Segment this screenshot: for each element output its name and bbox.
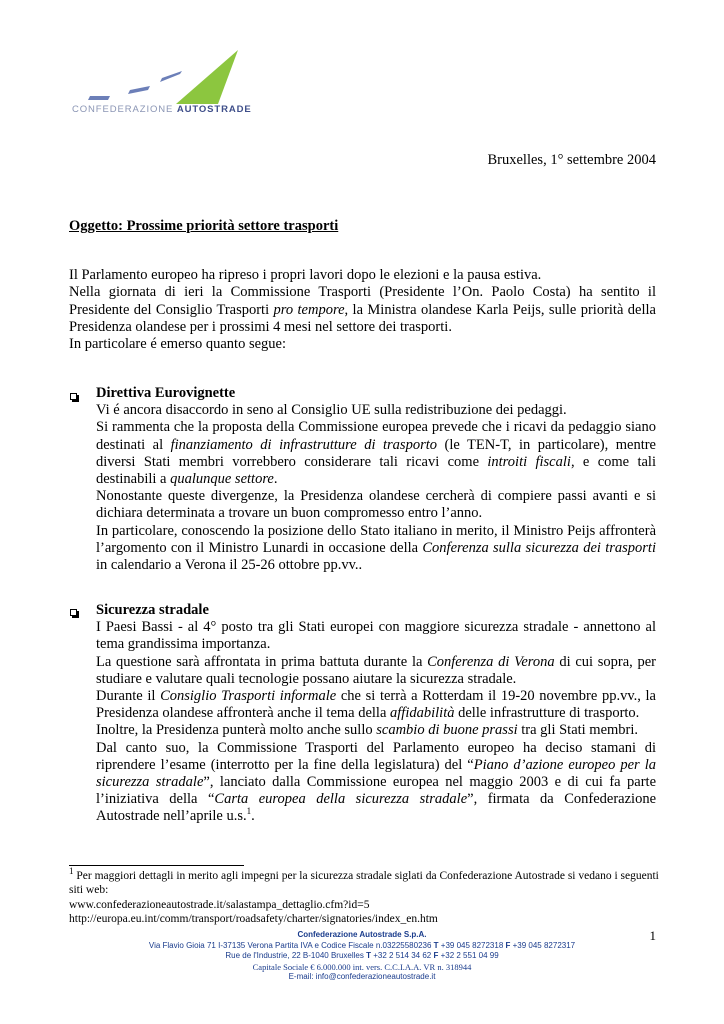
section-paragraph (96, 523, 656, 575)
section-paragraph: Nonostante queste divergenze, la Presidenza olandese cercherà di compiere passi avanti e si dichiara determinata a trovare un buon compromesso entro l’anno. (96, 488, 656, 522)
company-email[interactable]: E-mail: info@confederazioneautostrade.it (288, 972, 436, 981)
intro-paragraph-3: In particolare é emerso quanto segue: (69, 336, 287, 353)
company-footer (0, 930, 724, 983)
phone-label: T (366, 951, 371, 960)
section-paragraph (96, 419, 656, 488)
section-paragraph: Vi é ancora disaccordo in seno al Consiglio UE sulla redistribuzione dei pedaggi. (96, 402, 567, 419)
emphasis-run: affidabilità (390, 705, 455, 722)
emphasis-run: qualunque settore (170, 471, 274, 488)
text-run: tra gli Stati membri. (517, 722, 639, 739)
letter-date: Bruxelles, 1° settembre 2004 (487, 152, 656, 168)
letter-subject: Oggetto: Prossime priorità settore trasporti (69, 218, 339, 234)
logo-blue-dash-3 (160, 71, 182, 82)
text-run: Via Flavio Gioia 71 I-37135 Verona Partita IVA e Codice Fiscale n.03225580236 (148, 940, 434, 950)
section-heading: Sicurezza stradale (96, 602, 209, 618)
text-run: di cui sopra, per studiare e valutare quali tecnologie possano aiutare la sicurezza stradale. (96, 653, 657, 687)
bullet-square-icon (70, 393, 77, 400)
intro-p2-text-b: , la Ministra olandese Karla Peijs, sulle priorità della Presidenza olandese per i prossimi 4 mesi nel settore dei trasporti. (69, 301, 656, 335)
company-name: Confederazione Autostrade S.p.A. (297, 930, 427, 939)
logo-blue-dash-2 (128, 86, 150, 94)
fax-label: F (433, 951, 439, 960)
section-eurovignette (96, 385, 656, 574)
section-paragraph (96, 654, 656, 688)
text-run: ”, firmata da Confederazione Autostrade nell’aprile u.s. (96, 791, 657, 825)
footnote-mark: 1 (69, 866, 74, 877)
section-paragraph: I Paesi Bassi - al 4° posto tra gli Stati europei con maggiore sicurezza stradale - annettono al tema grandissima importanza. (96, 619, 656, 653)
text-run: +39 045 8272317 (510, 940, 576, 950)
text-run: in calendario a Verona il 25-26 ottobre pp.vv.. (96, 557, 363, 574)
text-run: +39 045 8272318 (438, 940, 506, 950)
text-run: In particolare, conoscendo la posizione dello Stato italiano in merito, il Ministro Peijs affronterà l’argomento con il Ministro Lunardi in occasione della (96, 522, 656, 556)
emphasis-run: Piano d’azione europeo per la sicurezza stradale (96, 756, 656, 791)
emphasis-run: finanziamento di infrastrutture di trasporto (170, 436, 437, 453)
logo-word-2: AUTOSTRADE (176, 104, 252, 115)
section-paragraph (96, 722, 656, 739)
intro-p2-text-a: Nella giornata di ieri la Commissione Trasporti (Presidente l’On. Paolo Costa) ha sentito il Presidente del Consiglio Trasporti (69, 284, 656, 318)
text-run: Durante il (96, 688, 161, 705)
logo-wordmark (72, 104, 252, 115)
text-run: che si terrà a Rotterdam il 19-20 novembre pp.vv., la Presidenza olandese affronterà anche il tema della (96, 688, 656, 722)
text-run: delle infrastrutture di trasporto. (454, 705, 640, 722)
text-run: Rue de l'Industrie, 22 B-1040 Bruxelles (225, 951, 367, 960)
phone-label: T (433, 940, 439, 950)
logo-blue-dash-1 (88, 96, 110, 100)
footnote-text (69, 866, 659, 898)
section-paragraph (96, 688, 656, 722)
page-number: 1 (649, 928, 656, 943)
section-paragraph (96, 740, 656, 826)
fax-label: F (505, 940, 511, 950)
emphasis-run: scambio di buone prassi (376, 722, 518, 739)
bullet-square-icon (70, 609, 77, 616)
text-run: La questione sarà affrontata in prima battuta durante la (96, 653, 428, 670)
emphasis-run: introiti fiscali (487, 453, 571, 470)
text-run: Si rammenta che la proposta della Commissione europea prevede che i ricavi da pedaggio siano destinati al (96, 419, 656, 453)
intro-paragraph-2 (69, 284, 656, 336)
footnote-body: Per maggiori dettagli in merito agli impegni per la sicurezza stradale siglati da Confederazione Autostrade si vedano i seguenti siti web: (69, 870, 659, 897)
emphasis-run: Conferenza sulla sicurezza dei trasporti (422, 539, 656, 556)
text-run: +32 2 514 34 62 (370, 951, 434, 960)
text-run: , e come tali destinabili a (96, 453, 656, 488)
text-run: . (251, 808, 255, 825)
company-address-bruxelles (0, 951, 724, 962)
intro-text (69, 267, 656, 353)
text-run: . (273, 471, 278, 488)
company-address-verona (0, 941, 724, 952)
section-road-safety (96, 602, 656, 826)
logo-word-1: CONFEDERAZIONE (72, 104, 177, 115)
text-run: Dal canto suo, la Commissione Trasporti del Parlamento europeo ha deciso stamani di riprendere l’esame (interrotto per la fine della legislatura) del “ (96, 739, 656, 773)
footnote-reference[interactable]: 1 (246, 806, 252, 817)
footnote-divider (69, 865, 244, 866)
footnote (69, 866, 659, 926)
emphasis-run: Consiglio Trasporti informale (160, 688, 337, 705)
footnote-link-2[interactable]: http://europa.eu.int/comm/transport/roadsafety/charter/signatories/index_en.htm (69, 912, 438, 925)
intro-p2-emphasis: pro tempore (273, 301, 345, 318)
section-heading: Direttiva Eurovignette (96, 385, 236, 401)
emphasis-run: Conferenza di Verona (427, 653, 555, 670)
text-run: Inoltre, la Presidenza punterà molto anche sullo (96, 722, 377, 739)
logo-green-sweep (176, 50, 238, 104)
intro-paragraph-1: Il Parlamento europeo ha ripreso i propri lavori dopo le elezioni e la pausa estiva. (69, 267, 542, 283)
text-run: (le TEN-T, in particolare), mentre diversi Stati membri vorrebbero considerare tali ricavi come (96, 436, 656, 470)
text-run: +32 2 551 04 99 (438, 951, 499, 960)
emphasis-run: Carta europea della sicurezza stradale (214, 791, 468, 808)
text-run: ”, lanciato dalla Commissione europea nel maggio 2003 e di cui fa parte l’iniziativa della “ (96, 774, 657, 808)
footnote-link-1[interactable]: www.confederazioneautostrade.it/salastampa_dettaglio.cfm?id=5 (69, 898, 370, 911)
company-capital: Capitale Sociale € 6.000.000 int. vers. C.C.I.A.A. VR n. 318944 (252, 961, 472, 972)
